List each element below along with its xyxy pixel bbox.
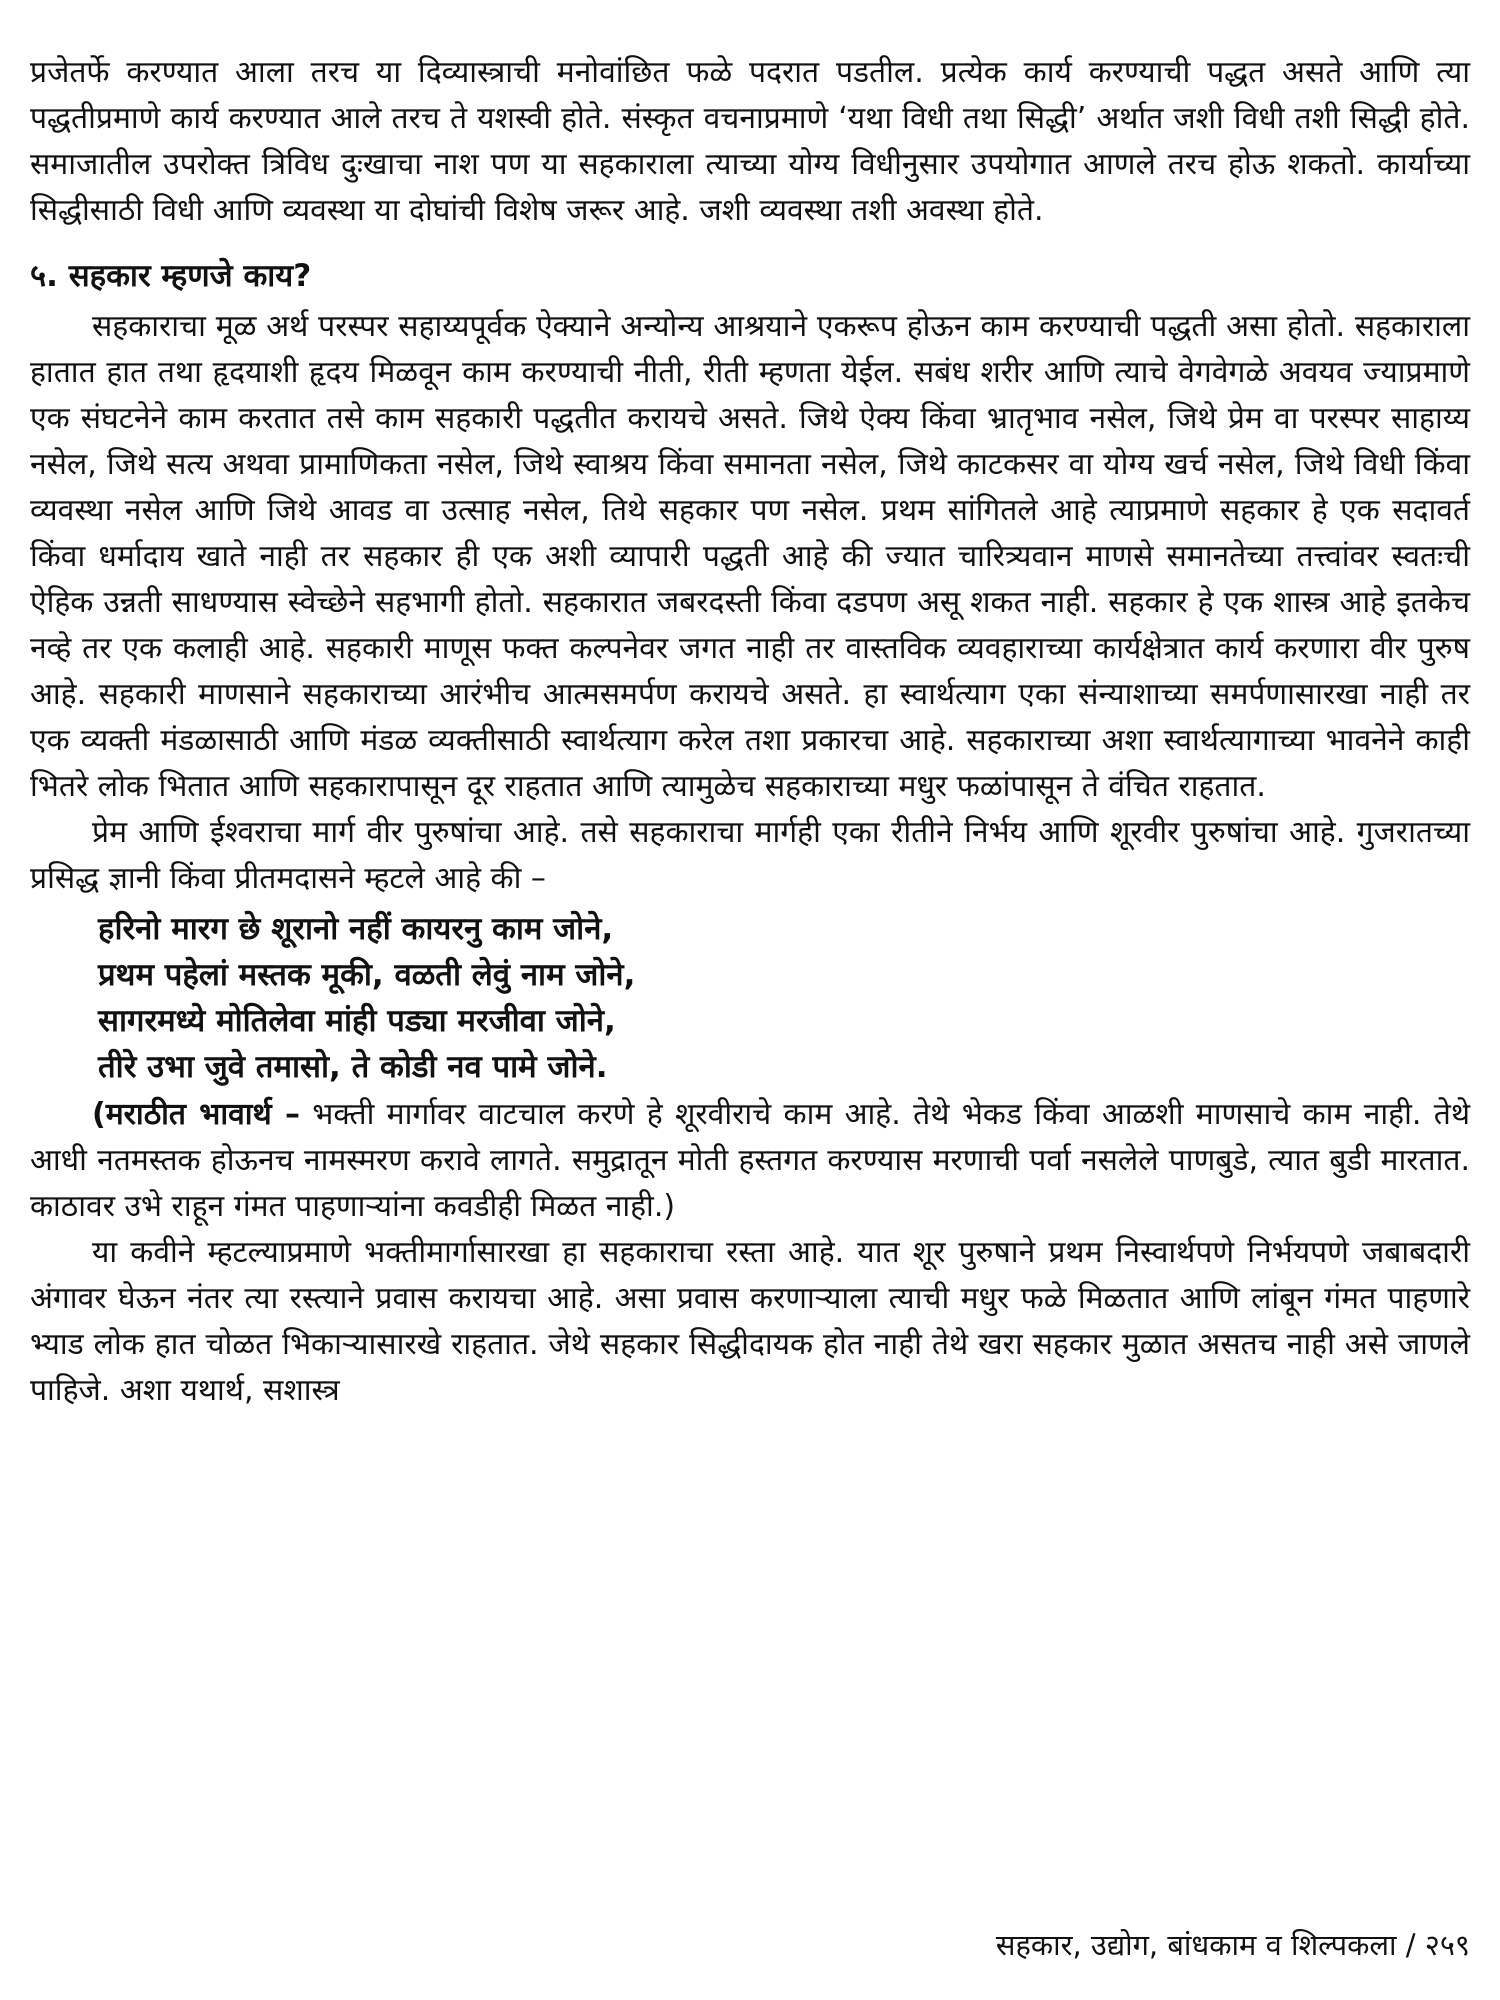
verse-line: सागरमध्ये मोतिलेवा मांही पड्या मरजीवा जोने,: [98, 1003, 616, 1039]
gujarati-verse: [98, 906, 1470, 1090]
verse-line: प्रथम पहेलां मस्तक मूकी, वळती लेवुं नाम जोने,: [98, 957, 636, 993]
paragraph-path-of-love: प्रेम आणि ईश्वराचा मार्ग वीर पुरुषांचा आहे. तसे सहकाराचा मार्गही एका रीतीने निर्भय आणि शूरवीर पुरुषांचा आहे. गुजरातच्या प्रसिद्ध ज्ञानी किंवा प्रीतमदासने म्हटले आहे की –: [30, 815, 1470, 896]
verse-line: हरिनो मारग छे शूरानो नहीं कायरनु काम जोने,: [98, 911, 614, 947]
section-heading: ५. सहकार म्हणजे काय?: [30, 258, 312, 294]
paragraph-conclusion: या कवीने म्हटल्याप्रमाणे भक्तीमार्गासारखा हा सहकाराचा रस्ता आहे. यात शूर पुरुषाने प्रथम निस्वार्थपणे निर्भयपणे जबाबदारी अंगावर घेऊन नंतर त्या रस्त्याने प्रवास करायचा आहे. असा प्रवास करणाऱ्याला त्याची मधुर फळे मिळतात आणि लांबून गंमत पाहणारे भ्याड लोक हात चोळत भिकाऱ्यासारखे राहतात. जेथे सहकार सिद्धीदायक होत नाही तेथे खरा सहकार मुळात असतच नाही असे जाणले पाहिजे. अशा यथार्थ, सशास्त्र: [30, 1235, 1470, 1408]
paragraph-definition: सहकाराचा मूळ अर्थ परस्पर सहाय्यपूर्वक ऐक्याने अन्योन्य आश्रयाने एकरूप होऊन काम करण्याची पद्धती असा होतो. सहकाराला हातात हात तथा हृदयाशी हृदय मिळवून काम करण्याची नीती, रीती म्हणता येईल. सबंध शरीर आणि त्याचे वेगवेगळे अवयव ज्याप्रमाणे एक संघटनेने काम करतात तसे काम सहकारी पद्धतीत करायचे असते. जिथे ऐक्य किंवा भ्रातृभाव नसेल, जिथे प्रेम वा परस्पर साहाय्य नसेल, जिथे सत्य अथवा प्रामाणिकता नसेल, जिथे स्वाश्रय किंवा समानता नसेल, जिथे काटकसर वा योग्य खर्च नसेल, जिथे विधी किंवा व्यवस्था नसेल आणि जिथे आवड वा उत्साह नसेल, तिथे सहकार पण नसेल. प्रथम सांगितले आहे त्याप्रमाणे सहकार हे एक सदावर्त किंवा धर्मादाय खाते नाही तर सहकार ही एक अशी व्यापारी पद्धती आहे की ज्यात चारित्र्यवान माणसे समानतेच्या तत्त्वांवर स्वतःची ऐहिक उन्नती साधण्यास स्वेच्छेने सहभागी होतो. सहकारात जबरदस्ती किंवा दडपण असू शकत नाही. सहकार हे एक शास्त्र आहे इतकेच नव्हे तर एक कलाही आहे. सहकारी माणूस फक्त कल्पनेवर जगत नाही तर वास्तविक व्यवहाराच्या कार्यक्षेत्रात कार्य करणारा वीर पुरुष आहे. सहकारी माणसाने सहकाराच्या आरंभीच आत्मसमर्पण करायचे असते. हा स्वार्थत्याग एका संन्याशाच्या समर्पणासारखा नाही तर एक व्यक्ती मंडळासाठी आणि मंडळ व्यक्तीसाठी स्वार्थत्याग करेल तशा प्रकारचा आहे. सहकाराच्या अशा स्वार्थत्यागाच्या भावनेने काही भितरे लोक भितात आणि सहकारापासून दूर राहतात आणि त्यामुळेच सहकाराच्या मधुर फळांपासून ते वंचित राहतात.: [30, 309, 1470, 804]
paragraph-opening: प्रजेतर्फे करण्यात आला तरच या दिव्यास्त्राची मनोवांछित फळे पदरात पडतील. प्रत्येक कार्य करण्याची पद्धत असते आणि त्या पद्धतीप्रमाणे कार्य करण्यात आले तरच ते यशस्वी होते. संस्कृत वचनाप्रमाणे ‘यथा विधी तथा सिद्धी’ अर्थात जशी विधी तशी सिद्धी होते. समाजातील उपरोक्त त्रिविध दुःखाचा नाश पण या सहकाराला त्याच्या योग्य विधीनुसार उपयोगात आणले तरच होऊ शकतो. कार्याच्या सिद्धीसाठी विधी आणि व्यवस्था या दोघांची विशेष जरूर आहे. जशी व्यवस्था तशी अवस्था होते.: [30, 55, 1470, 228]
translation-lead: (मराठीत भावार्थ –: [92, 1097, 300, 1132]
marathi-translation: [30, 1092, 1470, 1230]
page-footer: सहकार, उद्योग, बांधकाम व शिल्पकला / २५९: [995, 1928, 1470, 1962]
document-page: [30, 50, 1470, 1980]
verse-line: तीरे उभा जुवे तमासो, ते कोडी नव पामे जोने.: [98, 1049, 608, 1085]
translation-text: भक्ती मार्गावर वाटचाल करणे हे शूरवीराचे काम आहे. तेथे भेकड किंवा आळशी माणसाचे काम नाही. तेथे आधी नतमस्तक होऊनच नामस्मरण करावे लागते. समुद्रातून मोती हस्तगत करण्यास मरणाची पर्वा नसलेले पाणबुडे, त्यात बुडी मारतात. काठावर उभे राहून गंमत पाहणाऱ्यांना कवडीही मिळत नाही.): [30, 1097, 1470, 1224]
